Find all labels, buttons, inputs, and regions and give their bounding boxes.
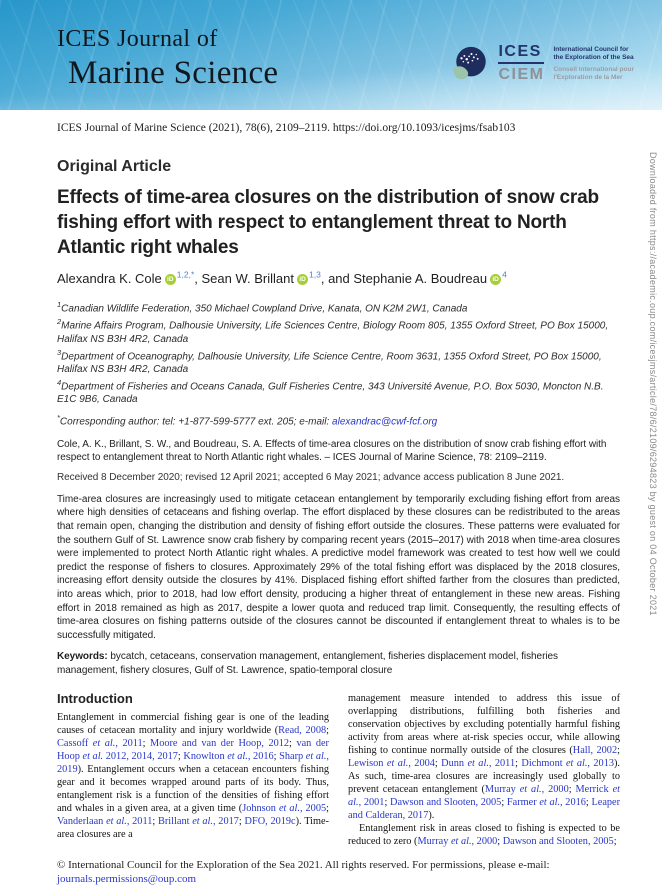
article-citation: Cole, A. K., Brillant, S. W., and Boudreau, S. A. Effects of time-area closures on the distribution of snow crab fishing effort with respect to entanglement threat to North Atlantic right whales. – ICES Journal of Marine Science, 78: 2109–2119. [57,438,607,464]
citation-link[interactable]: , 2011 [115,737,143,749]
author-affiliation-sup: 1,2,* [176,269,195,280]
keywords-line [57,650,620,677]
introduction-heading: Introduction [57,690,133,706]
author [57,271,202,286]
body-text: ; [501,796,507,808]
body-text: management measure intended to address this issue of overlapping distributions, fulfilling both fisheries and conservation objectives by excluding potentially harmful fishing activity from areas where at-risk species occur, while allowing fishing to continue normally outside of the closures ( [348,692,620,756]
body-text: ; [617,744,620,756]
body-text: ; [434,757,442,769]
affiliation: $^2$Marine Affairs Program, Dalhousie University, Life Sciences Centre, Biology Room 805, 1355 Oxford Street, PO Box 15000, Halifax NS B3H 4R2, Canada [57,317,609,345]
citation-link[interactable]: Sharp [279,750,306,762]
citation-link[interactable]: Lewison [348,757,387,769]
author [353,271,506,286]
citation-link[interactable]: Farmer [506,796,540,808]
author-affiliation-sup: 1,3 [309,269,321,280]
author-name: Sean W. Brillant [201,271,295,286]
citation-link[interactable]: , 2001 [358,796,385,808]
author-name: Alexandra K. Cole [57,271,162,286]
affiliation: $^1$Canadian Wildlife Federation, 350 Michael Cowpland Drive, Kanata, ON K2M 2W1, Canada [57,300,468,315]
citation-link[interactable]: , 2016 [247,750,274,762]
body-text: ; [238,815,245,827]
affiliation: $^3$Department of Oceanography, Dalhousie University, Life Science Centre, Room 3631, 1355 Oxford Street, PO Box 15000, Halifax NS B3H 4R2, Canada [57,347,602,375]
body-text: ). As such, time-area closures are increasingly used globally to prevent cetacean entanglement ( [348,757,621,795]
citation-link[interactable]: , 2011 [488,757,516,769]
keywords-text: bycatch, cetaceans, conservation management, entanglement, fisheries displacement model, fisheries management, fishery closures, Gulf of St. Lawrence, spatio-temporal closure [57,651,558,676]
ices-globe-icon [452,45,490,83]
body-text: ; [273,750,280,762]
citation-link[interactable]: Dichmont [521,757,566,769]
body-text: ). Entanglement occurs when a cetacean encounters fishing gear and it becomes wrapped around parts of its body. Thus, entanglement risk is a function of the densities of fishing effort and whales in a given area, at a given time ( [57,763,329,814]
citation-link[interactable]: et al. [106,815,127,827]
citation-link[interactable]: et al. [519,783,542,795]
citation-link[interactable]: van der Hoop [57,737,329,762]
citation-link[interactable]: , 2016 [560,796,586,808]
citation-link[interactable]: et al. [278,802,300,814]
author-name: Stephanie A. Boudreau [353,271,488,286]
citation-link[interactable]: Merrick [575,783,613,795]
citation-link[interactable]: , 2005 [299,802,327,814]
copyright-footer [57,858,620,886]
citation-link[interactable]: Dawson and Slooten, 2005 [390,796,502,808]
download-provenance-note: Downloaded from https://academic.oup.com/icesjms/article/78/6/2109/6294823 by guest on 04 October 2021 [648,152,658,616]
intro-paragraph [348,692,620,822]
citation-link[interactable]: et al. [305,750,327,762]
author-list [57,271,620,286]
article-title: Effects of time-area closures on the distribution of snow crab fishing effort with respect to entanglement threat to North Atlantic right whales [57,187,599,258]
citation-link[interactable]: Moore and van der Hoop, 2012 [150,737,290,749]
keywords-label: Keywords: [57,651,108,663]
author-separator: , and [320,271,354,286]
citation-link[interactable]: Dawson and Slooten, 2005 [502,835,614,847]
ices-logo-fullname: International Council for the Exploration of the Sea Conseil International pour l'Exploration de la Mer [553,45,634,81]
ices-logo-acronyms [498,44,544,84]
body-text: Entanglement in commercial fishing gear is one of the leading causes of cetacean mortality and injury worldwide ( [57,711,329,736]
copyright-text: © International Council for the Exploration of the Sea 2021. All rights reserved. For permissions, please e-mail: [57,858,550,871]
citation-link[interactable]: et al. [348,783,620,808]
journal-title-line1: ICES Journal of [57,26,218,52]
affiliation: $^4$Department of Fisheries and Oceans Canada, Gulf Fisheries Centre, 343 Université Avenue, P.O. Box 5030, Moncton N.B. E1C 9B6, Canada [57,377,604,406]
citation-link[interactable]: Dunn [441,757,468,769]
citation-link[interactable]: et al. [92,737,116,749]
ciem-acronym: CIEM [498,65,545,83]
body-text: ; [142,737,151,749]
citation-link[interactable]: , 2013 [587,757,614,769]
body-text: ; [289,737,297,749]
ices-logo [452,44,634,84]
article-type-label: Original Article [57,158,172,175]
citation-link[interactable]: Knowlton [183,750,228,762]
citation-link[interactable]: , 2004 [408,757,435,769]
corresponding-email-link[interactable]: alexandrac@cwf-fcf.org [332,416,438,428]
citation-link[interactable]: Vanderlaan [57,815,107,827]
corresponding-author-line [57,413,620,427]
body-text: ; [326,724,329,736]
journal-title [57,26,278,92]
citation-link[interactable]: Murray [417,835,451,847]
citation-link[interactable]: Brillant [158,815,193,827]
received-dates-line: Received 8 December 2020; revised 12 April 2021; accepted 6 May 2021; advance access publication 8 June 2021. [57,471,565,483]
citation-link[interactable]: , 2000 [471,835,498,847]
citation-link[interactable]: Cassoff [57,737,93,749]
two-column-body [57,692,620,848]
body-text: ; [585,796,592,808]
journal-banner [0,0,662,110]
citation-link[interactable]: , 2017 [212,815,239,827]
abstract: Time-area closures are increasingly used to mitigate cetacean entanglement by temporarily excluding fishing effort from areas where high densities of cetaceans and fishing overlap. The effort displaced by these closures can be redistributed to the areas that remain open, changing the distribution and density of fishing effort outside the closures. These patterns were evaluated for the southern Gulf of St. Lawrence snow crab fishery by comparing recent years (2015–2017) with 2018 when time-area closures were implemented to protect North Atlantic right whales. A predictive model framework was created to test how well we could predict the response of fishers to closures. Approximately 29% of the total fishing effort was displaced by the 2018 closures, increasing effort density outside the closures by 41%. Displaced fishing effort shifted farther from the closures than predicted, into areas which, prior to 2018, had low effort density, producing a higher threat of entanglement in these new areas. Fishing effort in 2018 remained as high as 2017, despite a lower quota and reduced trap limit. Consequently, the resulting effects of time-area closures on fishing patterns outside of the closures cannot be discounted if entanglement threat to whales is to be successfully mitigated. [57,493,620,641]
body-text: ; [177,750,184,762]
orcid-icon[interactable]: iD [297,274,308,285]
body-text: ; [515,757,522,769]
body-text: ; [384,796,391,808]
corresponding-text: Corresponding author: tel: +1-877-599-5777 ext. 205; e-mail: [59,416,333,428]
citation-link[interactable]: et al. [539,796,561,808]
citation-link[interactable]: et al. [467,757,489,769]
page-content [0,122,662,886]
permissions-email-link[interactable]: journals.permissions@oup.com [57,872,197,885]
citation-link[interactable]: et al. [565,757,588,769]
body-text: ). [428,809,435,821]
affiliation-list [57,298,620,406]
body-text: ; [568,783,576,795]
author-affiliation-sup: 4 [502,269,507,280]
citation-link[interactable]: et al. [192,815,213,827]
citation-link[interactable]: DFO, 2019c [244,815,296,827]
journal-title-line2: Marine Science [68,55,279,91]
left-column [57,692,329,848]
citation-link[interactable]: Murray [484,783,520,795]
citation-link[interactable]: et al. [386,757,409,769]
body-text: Entanglement risk in areas closed to fishing is expected to be reduced to zero ( [348,822,620,847]
citation-link[interactable]: 2012, 2014, 2017 [103,750,178,762]
body-text: ; [613,835,617,847]
citation-link[interactable]: Hall, 2002 [572,744,618,756]
body-text: ). Time-area closures are a [57,815,329,840]
corresponding-sup: * [57,413,60,423]
ices-acronym: ICES [498,44,544,64]
citation-link[interactable]: Leaper and Calderan, 2017 [348,796,621,821]
citation-link[interactable]: et al. [450,835,472,847]
journal-citation-doi-line: ICES Journal of Marine Science (2021), 78(6), 2109–2119. https://doi.org/10.1093/icesjms/fsab103 [57,122,516,134]
citation-link[interactable]: et al. [82,750,104,762]
author [202,271,354,286]
orcid-icon[interactable]: iD [165,274,176,285]
right-column [348,692,620,848]
citation-link[interactable]: , 2011 [126,815,153,827]
intro-paragraph [348,822,620,848]
citation-link[interactable]: et al. [227,750,248,762]
body-text: ; [326,802,330,814]
intro-paragraph [57,711,329,841]
citation-link[interactable]: Johnson [242,802,279,814]
body-text: ; [152,815,158,827]
citation-link[interactable]: , 2000 [541,783,569,795]
citation-link[interactable]: Read, 2008 [278,724,327,736]
author-separator: , [194,271,202,286]
body-text: ; [497,835,503,847]
orcid-icon[interactable]: iD [490,274,501,285]
citation-link[interactable]: , 2019 [57,750,329,775]
